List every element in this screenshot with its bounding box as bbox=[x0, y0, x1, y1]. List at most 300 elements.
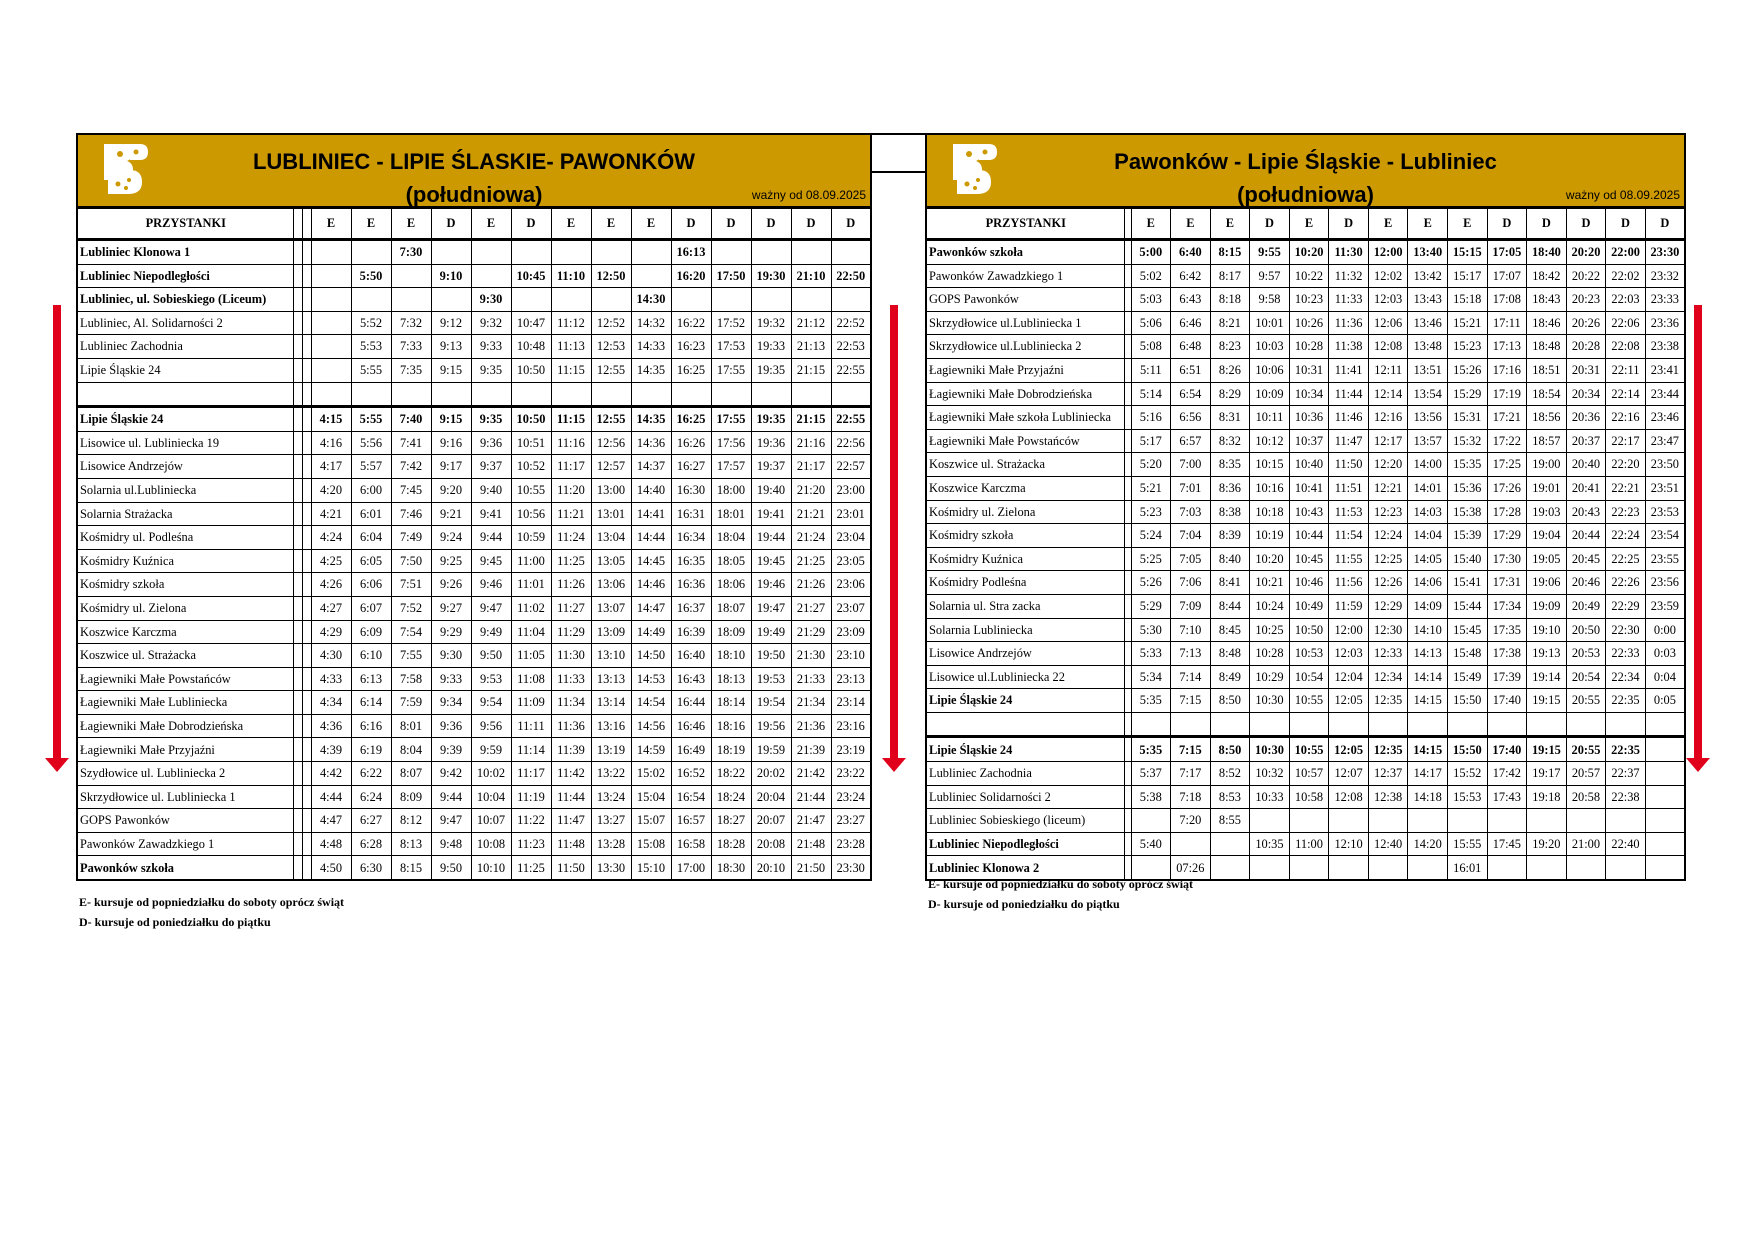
departure-time: 10:11 bbox=[1250, 406, 1290, 430]
departure-time: 5:23 bbox=[1131, 500, 1171, 524]
table-row bbox=[926, 524, 1685, 548]
departure-time: 9:44 bbox=[471, 526, 511, 550]
spacer-cell bbox=[1124, 665, 1131, 689]
departure-time: 23:05 bbox=[831, 549, 871, 573]
departure-time bbox=[1645, 856, 1685, 880]
stop-name: Lubliniec Solidarności 2 bbox=[926, 785, 1124, 809]
departure-time: 20:07 bbox=[751, 809, 791, 833]
table-row bbox=[926, 429, 1685, 453]
spacer-cell bbox=[302, 573, 311, 597]
course-type: D bbox=[1250, 208, 1290, 240]
course-type: D bbox=[1645, 208, 1685, 240]
departure-time: 20:57 bbox=[1566, 762, 1606, 786]
departure-time: 10:40 bbox=[1289, 453, 1329, 477]
departure-time: 11:44 bbox=[551, 785, 591, 809]
departure-time bbox=[1289, 809, 1329, 833]
divider-box bbox=[872, 133, 925, 173]
departure-time: 9:32 bbox=[471, 311, 511, 335]
departure-time: 4:25 bbox=[311, 549, 351, 573]
departure-time: 0:04 bbox=[1645, 665, 1685, 689]
departure-time: 8:44 bbox=[1210, 594, 1250, 618]
departure-time: 22:55 bbox=[831, 407, 871, 432]
departure-time: 12:30 bbox=[1368, 618, 1408, 642]
departure-time: 20:23 bbox=[1566, 288, 1606, 312]
stop-name: Lisowice ul.Lubliniecka 22 bbox=[926, 665, 1124, 689]
empty-cell bbox=[1289, 712, 1329, 737]
departure-time: 18:48 bbox=[1527, 335, 1567, 359]
departure-time: 19:00 bbox=[1527, 453, 1567, 477]
spacer-cell bbox=[1124, 288, 1131, 312]
departure-time: 16:25 bbox=[671, 407, 711, 432]
departure-time: 5:37 bbox=[1131, 762, 1171, 786]
spacer-cell bbox=[1124, 737, 1131, 762]
departure-time: 6:14 bbox=[351, 691, 391, 715]
departure-time: 8:35 bbox=[1210, 453, 1250, 477]
departure-time: 11:36 bbox=[1329, 311, 1369, 335]
departure-time: 6:13 bbox=[351, 667, 391, 691]
spacer-cell bbox=[293, 455, 302, 479]
stop-name: Łagiewniki Małe Powstańców bbox=[926, 429, 1124, 453]
departure-time: 9:16 bbox=[431, 431, 471, 455]
departure-time: 5:16 bbox=[1131, 406, 1171, 430]
departure-time: 12:55 bbox=[591, 358, 631, 382]
departure-time: 4:42 bbox=[311, 762, 351, 786]
departure-time: 11:17 bbox=[551, 455, 591, 479]
departure-time: 11:05 bbox=[511, 644, 551, 668]
stop-name: Lubliniec Niepodległości bbox=[926, 832, 1124, 856]
departure-time: 10:57 bbox=[1289, 762, 1329, 786]
departure-time: 11:30 bbox=[1329, 240, 1369, 265]
departure-time: 19:46 bbox=[751, 573, 791, 597]
departure-time: 11:42 bbox=[551, 762, 591, 786]
course-type: D bbox=[791, 208, 831, 240]
departure-time bbox=[1408, 809, 1448, 833]
departure-time bbox=[1329, 856, 1369, 880]
departure-time: 10:50 bbox=[1289, 618, 1329, 642]
departure-time: 10:28 bbox=[1250, 642, 1290, 666]
departure-time: 8:39 bbox=[1210, 524, 1250, 548]
departure-time: 14:40 bbox=[631, 478, 671, 502]
spacer-cell bbox=[1124, 453, 1131, 477]
departure-time: 10:28 bbox=[1289, 335, 1329, 359]
departure-time: 13:48 bbox=[1408, 335, 1448, 359]
departure-time: 18:24 bbox=[711, 785, 751, 809]
departure-time: 20:43 bbox=[1566, 500, 1606, 524]
departure-time: 11:25 bbox=[511, 856, 551, 880]
departure-time bbox=[311, 335, 351, 359]
departure-time: 11:19 bbox=[511, 785, 551, 809]
spacer-cell bbox=[302, 762, 311, 786]
departure-time: 10:20 bbox=[1289, 240, 1329, 265]
departure-time: 14:17 bbox=[1408, 762, 1448, 786]
departure-time: 10:45 bbox=[511, 264, 551, 288]
departure-time: 17:13 bbox=[1487, 335, 1527, 359]
departure-time: 19:06 bbox=[1527, 571, 1567, 595]
departure-time: 22:52 bbox=[831, 311, 871, 335]
legend-note-e: E- kursuje od popniedziałku do soboty oprócz świąt bbox=[928, 877, 1194, 891]
departure-time: 19:49 bbox=[751, 620, 791, 644]
departure-time: 23:04 bbox=[831, 526, 871, 550]
departure-time: 7:32 bbox=[391, 311, 431, 335]
departure-time: 10:04 bbox=[471, 785, 511, 809]
departure-time: 7:54 bbox=[391, 620, 431, 644]
empty-cell bbox=[431, 382, 471, 407]
departure-time: 13:42 bbox=[1408, 264, 1448, 288]
departure-time: 10:26 bbox=[1289, 311, 1329, 335]
empty-cell bbox=[1645, 712, 1685, 737]
departure-time: 8:53 bbox=[1210, 785, 1250, 809]
departure-time: 15:53 bbox=[1448, 785, 1488, 809]
departure-time bbox=[1210, 856, 1250, 880]
separator-row bbox=[926, 712, 1685, 737]
course-type: E bbox=[1210, 208, 1250, 240]
departure-time: 20:40 bbox=[1566, 453, 1606, 477]
table-row bbox=[77, 620, 871, 644]
table-row bbox=[77, 240, 871, 265]
departure-time: 18:40 bbox=[1527, 240, 1567, 265]
departure-time: 6:43 bbox=[1171, 288, 1211, 312]
departure-time: 13:28 bbox=[591, 832, 631, 856]
departure-time: 17:55 bbox=[711, 358, 751, 382]
departure-time bbox=[751, 288, 791, 312]
table-row bbox=[926, 382, 1685, 406]
departure-time: 17:07 bbox=[1487, 264, 1527, 288]
departure-time: 5:21 bbox=[1131, 476, 1171, 500]
stop-name: Łagiewniki Małe Powstańców bbox=[77, 667, 293, 691]
departure-time: 23:56 bbox=[1645, 571, 1685, 595]
departure-time: 19:03 bbox=[1527, 500, 1567, 524]
departure-time: 6:07 bbox=[351, 596, 391, 620]
departure-time: 15:49 bbox=[1448, 665, 1488, 689]
departure-time: 8:49 bbox=[1210, 665, 1250, 689]
departure-time: 12:23 bbox=[1368, 500, 1408, 524]
departure-time: 16:49 bbox=[671, 738, 711, 762]
departure-time: 10:44 bbox=[1289, 524, 1329, 548]
departure-time: 11:54 bbox=[1329, 524, 1369, 548]
departure-time: 14:54 bbox=[631, 691, 671, 715]
departure-time: 10:48 bbox=[511, 335, 551, 359]
departure-time: 16:31 bbox=[671, 502, 711, 526]
departure-time: 9:57 bbox=[1250, 264, 1290, 288]
spacer-cell bbox=[293, 478, 302, 502]
departure-time bbox=[311, 240, 351, 265]
departure-time: 9:29 bbox=[431, 620, 471, 644]
departure-time: 13:57 bbox=[1408, 429, 1448, 453]
departure-time: 4:15 bbox=[311, 407, 351, 432]
departure-time: 15:26 bbox=[1448, 358, 1488, 382]
spacer-cell bbox=[293, 526, 302, 550]
departure-time bbox=[1566, 809, 1606, 833]
departure-time: 20:45 bbox=[1566, 547, 1606, 571]
departure-time: 21:12 bbox=[791, 311, 831, 335]
spacer-cell bbox=[293, 502, 302, 526]
departure-time: 5:02 bbox=[1131, 264, 1171, 288]
departure-time: 9:30 bbox=[471, 288, 511, 312]
course-type: D bbox=[1487, 208, 1527, 240]
departure-time: 4:39 bbox=[311, 738, 351, 762]
departure-time: 9:54 bbox=[471, 691, 511, 715]
empty-cell bbox=[1329, 712, 1369, 737]
departure-time: 19:47 bbox=[751, 596, 791, 620]
empty-cell bbox=[302, 382, 311, 407]
departure-time: 12:34 bbox=[1368, 665, 1408, 689]
course-type: D bbox=[511, 208, 551, 240]
spacer-cell bbox=[302, 856, 311, 880]
course-type: E bbox=[471, 208, 511, 240]
departure-time: 9:42 bbox=[431, 762, 471, 786]
stop-name: Łagiewniki Małe Przyjaźni bbox=[77, 738, 293, 762]
stop-name: GOPS Pawonków bbox=[77, 809, 293, 833]
spacer-cell bbox=[302, 264, 311, 288]
spacer-cell bbox=[1124, 429, 1131, 453]
departure-time: 16:40 bbox=[671, 644, 711, 668]
spacer-cell bbox=[302, 311, 311, 335]
down-arrow-icon bbox=[1694, 305, 1702, 760]
departure-time: 12:02 bbox=[1368, 264, 1408, 288]
departure-time: 14:18 bbox=[1408, 785, 1448, 809]
departure-time: 11:23 bbox=[511, 832, 551, 856]
departure-time: 17:00 bbox=[671, 856, 711, 880]
departure-time: 6:56 bbox=[1171, 406, 1211, 430]
departure-time: 6:24 bbox=[351, 785, 391, 809]
course-type: D bbox=[1527, 208, 1567, 240]
departure-time: 22:08 bbox=[1606, 335, 1646, 359]
spacer-cell bbox=[293, 264, 302, 288]
departure-time: 11:11 bbox=[511, 714, 551, 738]
departure-time: 10:35 bbox=[1250, 832, 1290, 856]
departure-time: 7:15 bbox=[1171, 689, 1211, 713]
departure-time: 16:34 bbox=[671, 526, 711, 550]
departure-time: 18:51 bbox=[1527, 358, 1567, 382]
departure-time: 14:35 bbox=[631, 358, 671, 382]
spacer-cell bbox=[302, 644, 311, 668]
departure-time: 18:07 bbox=[711, 596, 751, 620]
departure-time: 4:30 bbox=[311, 644, 351, 668]
departure-time: 7:05 bbox=[1171, 547, 1211, 571]
departure-time: 11:15 bbox=[551, 407, 591, 432]
departure-time: 17:42 bbox=[1487, 762, 1527, 786]
departure-time: 20:58 bbox=[1566, 785, 1606, 809]
empty-cell bbox=[1527, 712, 1567, 737]
table-row bbox=[926, 476, 1685, 500]
stop-name: Lubliniec Klonowa 1 bbox=[77, 240, 293, 265]
spacer-cell bbox=[293, 596, 302, 620]
departure-time: 14:00 bbox=[1408, 453, 1448, 477]
stop-name: Lubliniec Sobieskiego (liceum) bbox=[926, 809, 1124, 833]
departure-time: 20:22 bbox=[1566, 264, 1606, 288]
departure-time: 15:38 bbox=[1448, 500, 1488, 524]
down-arrow-icon bbox=[890, 305, 898, 760]
departure-time: 19:32 bbox=[751, 311, 791, 335]
course-type: E bbox=[631, 208, 671, 240]
departure-time: 10:54 bbox=[1289, 665, 1329, 689]
departure-time: 21:36 bbox=[791, 714, 831, 738]
departure-time: 6:00 bbox=[351, 478, 391, 502]
departure-time: 7:03 bbox=[1171, 500, 1211, 524]
stop-name: Łagiewniki Małe Dobrodzieńska bbox=[926, 382, 1124, 406]
table-row bbox=[77, 573, 871, 597]
spacer-cell bbox=[293, 856, 302, 880]
departure-time: 22:21 bbox=[1606, 476, 1646, 500]
table-row bbox=[926, 737, 1685, 762]
stop-name: Koszwice ul. Strażacka bbox=[926, 453, 1124, 477]
departure-time: 11:59 bbox=[1329, 594, 1369, 618]
departure-time: 20:34 bbox=[1566, 382, 1606, 406]
stop-name: Lubliniec Zachodnia bbox=[77, 335, 293, 359]
departure-time: 6:22 bbox=[351, 762, 391, 786]
departure-time: 11:24 bbox=[551, 526, 591, 550]
timetable-title: Pawonków - Lipie Śląskie - Lubliniec (południowa) bbox=[1114, 149, 1497, 207]
departure-time: 16:44 bbox=[671, 691, 711, 715]
stop-name: Solarnia Lubliniecka bbox=[926, 618, 1124, 642]
departure-time: 20:37 bbox=[1566, 429, 1606, 453]
departure-time: 5:30 bbox=[1131, 618, 1171, 642]
empty-cell bbox=[1606, 712, 1646, 737]
departure-time: 07:26 bbox=[1171, 856, 1211, 880]
stop-name: Lisowice ul. Lubliniecka 19 bbox=[77, 431, 293, 455]
departure-time: 7:20 bbox=[1171, 809, 1211, 833]
empty-cell bbox=[711, 382, 751, 407]
departure-time: 10:58 bbox=[1289, 785, 1329, 809]
stop-name: Lubliniec Zachodnia bbox=[926, 762, 1124, 786]
spacer-cell bbox=[302, 240, 311, 265]
departure-time: 19:45 bbox=[751, 549, 791, 573]
departure-time: 18:19 bbox=[711, 738, 751, 762]
departure-time: 15:18 bbox=[1448, 288, 1488, 312]
departure-time: 6:05 bbox=[351, 549, 391, 573]
departure-time: 7:50 bbox=[391, 549, 431, 573]
course-type: E bbox=[591, 208, 631, 240]
departure-time: 17:31 bbox=[1487, 571, 1527, 595]
departure-time: 21:17 bbox=[791, 455, 831, 479]
departure-time: 8:01 bbox=[391, 714, 431, 738]
empty-cell bbox=[511, 382, 551, 407]
stop-name: GOPS Pawonków bbox=[926, 288, 1124, 312]
departure-time: 10:12 bbox=[1250, 429, 1290, 453]
departure-time: 11:46 bbox=[1329, 406, 1369, 430]
empty-cell bbox=[831, 382, 871, 407]
departure-time: 23:22 bbox=[831, 762, 871, 786]
departure-time: 9:46 bbox=[471, 573, 511, 597]
course-type: D bbox=[671, 208, 711, 240]
departure-time: 14:04 bbox=[1408, 524, 1448, 548]
departure-time bbox=[1250, 856, 1290, 880]
departure-time bbox=[511, 288, 551, 312]
departure-time: 7:59 bbox=[391, 691, 431, 715]
departure-time bbox=[711, 240, 751, 265]
departure-time: 17:39 bbox=[1487, 665, 1527, 689]
departure-time: 13:56 bbox=[1408, 406, 1448, 430]
stop-name: Lipie Śląskie 24 bbox=[77, 407, 293, 432]
departure-time: 4:33 bbox=[311, 667, 351, 691]
departure-time: 14:56 bbox=[631, 714, 671, 738]
departure-time: 13:46 bbox=[1408, 311, 1448, 335]
timetable-left bbox=[76, 133, 872, 881]
departure-time: 8:12 bbox=[391, 809, 431, 833]
departure-time: 6:40 bbox=[1171, 240, 1211, 265]
departure-time bbox=[711, 288, 751, 312]
empty-cell bbox=[1566, 712, 1606, 737]
departure-time: 13:10 bbox=[591, 644, 631, 668]
departure-time: 5:08 bbox=[1131, 335, 1171, 359]
departure-time: 22:16 bbox=[1606, 406, 1646, 430]
departure-time: 9:37 bbox=[471, 455, 511, 479]
departure-time: 17:11 bbox=[1487, 311, 1527, 335]
departure-time bbox=[551, 288, 591, 312]
departure-time: 11:47 bbox=[1329, 429, 1369, 453]
departure-time: 19:30 bbox=[751, 264, 791, 288]
departure-time: 22:38 bbox=[1606, 785, 1646, 809]
departure-time: 12:04 bbox=[1329, 665, 1369, 689]
departure-time: 7:14 bbox=[1171, 665, 1211, 689]
departure-time: 16:35 bbox=[671, 549, 711, 573]
table-row bbox=[926, 832, 1685, 856]
departure-time: 19:01 bbox=[1527, 476, 1567, 500]
departure-time: 17:19 bbox=[1487, 382, 1527, 406]
departure-time: 12:50 bbox=[591, 264, 631, 288]
departure-time: 21:15 bbox=[791, 358, 831, 382]
departure-time: 15:17 bbox=[1448, 264, 1488, 288]
departure-time: 7:46 bbox=[391, 502, 431, 526]
departure-time: 11:48 bbox=[551, 832, 591, 856]
empty-cell bbox=[1131, 712, 1171, 737]
departure-time: 7:30 bbox=[391, 240, 431, 265]
departure-time: 23:06 bbox=[831, 573, 871, 597]
departure-time: 18:43 bbox=[1527, 288, 1567, 312]
departure-time bbox=[831, 288, 871, 312]
departure-time: 17:29 bbox=[1487, 524, 1527, 548]
departure-time: 23:19 bbox=[831, 738, 871, 762]
departure-time: 4:26 bbox=[311, 573, 351, 597]
departure-time: 9:12 bbox=[431, 311, 471, 335]
departure-time bbox=[1606, 856, 1646, 880]
departure-time: 13:06 bbox=[591, 573, 631, 597]
departure-time: 6:28 bbox=[351, 832, 391, 856]
timetable-table-left bbox=[76, 206, 872, 881]
departure-time bbox=[1329, 809, 1369, 833]
departure-time: 20:53 bbox=[1566, 642, 1606, 666]
table-row bbox=[926, 571, 1685, 595]
departure-time: 12:21 bbox=[1368, 476, 1408, 500]
departure-time: 9:41 bbox=[471, 502, 511, 526]
departure-time: 12:56 bbox=[591, 431, 631, 455]
departure-time: 13:00 bbox=[591, 478, 631, 502]
departure-time: 20:44 bbox=[1566, 524, 1606, 548]
departure-time: 14:36 bbox=[631, 431, 671, 455]
departure-time: 6:46 bbox=[1171, 311, 1211, 335]
departure-time: 17:52 bbox=[711, 311, 751, 335]
departure-time: 14:32 bbox=[631, 311, 671, 335]
departure-time bbox=[311, 288, 351, 312]
spacer-cell bbox=[302, 478, 311, 502]
departure-time: 9:25 bbox=[431, 549, 471, 573]
table-row bbox=[77, 691, 871, 715]
spacer-cell bbox=[293, 762, 302, 786]
course-type: E bbox=[1408, 208, 1448, 240]
departure-time: 12:00 bbox=[1329, 618, 1369, 642]
course-type: D bbox=[831, 208, 871, 240]
table-row bbox=[77, 335, 871, 359]
spacer-cell bbox=[1124, 358, 1131, 382]
table-row bbox=[926, 547, 1685, 571]
departure-time: 19:35 bbox=[751, 407, 791, 432]
departure-time: 7:01 bbox=[1171, 476, 1211, 500]
departure-time: 15:55 bbox=[1448, 832, 1488, 856]
spacer-cell bbox=[1124, 311, 1131, 335]
departure-time: 7:55 bbox=[391, 644, 431, 668]
departure-time: 18:10 bbox=[711, 644, 751, 668]
departure-time: 10:55 bbox=[1289, 737, 1329, 762]
